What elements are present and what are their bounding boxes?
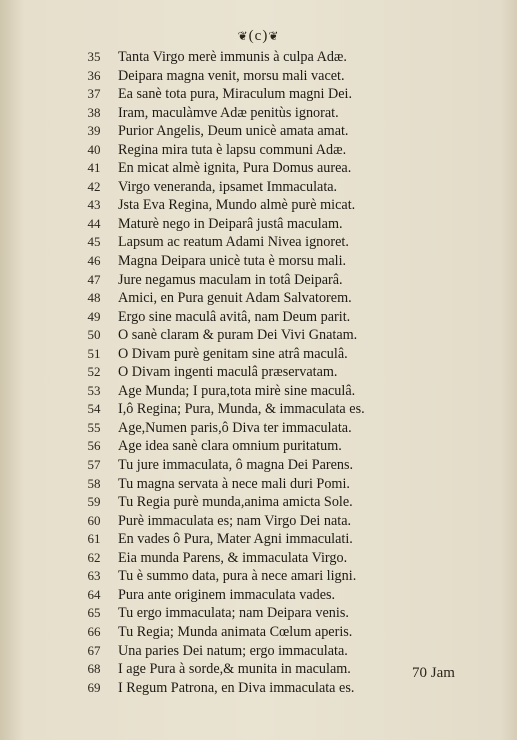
verse-number: 43 bbox=[87, 197, 101, 213]
verse-text: I,ô Regina; Pura, Munda, & immaculata es. bbox=[118, 401, 365, 418]
verse-text: Jsta Eva Regina, Mundo almè purè micat. bbox=[118, 197, 356, 214]
verse-number: 46 bbox=[87, 253, 101, 269]
verse-text: Tu Regia; Munda animata Cœlum aperis. bbox=[118, 623, 353, 640]
verse-line bbox=[0, 289, 517, 308]
verse-number: 44 bbox=[87, 215, 101, 231]
verse-line bbox=[0, 326, 517, 345]
verse-number: 48 bbox=[87, 290, 101, 306]
verse-number: 51 bbox=[87, 345, 101, 361]
verse-text: Tu Regia purè munda,anima amicta Sole. bbox=[118, 494, 353, 511]
verse-line bbox=[0, 567, 517, 586]
verse-line bbox=[0, 345, 517, 364]
verse-text: Age,Numen paris,ô Diva ter immaculata. bbox=[118, 419, 352, 436]
verse-text: I age Pura à sorde,& munita in maculam. bbox=[118, 661, 351, 678]
verse-number: 50 bbox=[87, 327, 101, 343]
verse-line bbox=[0, 252, 517, 271]
verse-line bbox=[0, 104, 517, 123]
ornament-right-icon: ❦ bbox=[268, 29, 280, 44]
verse-text: Age Munda; I pura,tota mirè sine maculâ. bbox=[118, 382, 356, 399]
verse-line bbox=[0, 382, 517, 401]
verse-number: 56 bbox=[87, 438, 101, 454]
verse-number: 62 bbox=[87, 549, 101, 565]
verse-line bbox=[0, 419, 517, 438]
verse-line bbox=[0, 178, 517, 197]
verse-text: Tu jure immaculata, ô magna Dei Parens. bbox=[118, 457, 354, 474]
verse-text: Purè immaculata es; nam Virgo Dei nata. bbox=[118, 512, 352, 529]
verse-line bbox=[0, 196, 517, 215]
verse-number: 58 bbox=[87, 475, 101, 491]
verse-text: Tu magna servata à nece mali duri Pomi. bbox=[118, 475, 350, 492]
verse-number: 61 bbox=[87, 531, 101, 547]
verse-number: 68 bbox=[87, 661, 101, 677]
verse-number: 41 bbox=[87, 160, 101, 176]
verse-list bbox=[0, 48, 517, 697]
verse-line bbox=[0, 67, 517, 86]
verse-line bbox=[0, 233, 517, 252]
verse-number: 36 bbox=[87, 67, 101, 83]
verse-text: Age idea sanè clara omnium puritatum. bbox=[118, 438, 342, 455]
verse-number: 55 bbox=[87, 419, 101, 435]
verse-text: Ea sanè tota pura, Miraculum magni Dei. bbox=[118, 86, 353, 103]
verse-line bbox=[0, 456, 517, 475]
verse-number: 38 bbox=[87, 104, 101, 120]
verse-number: 57 bbox=[87, 457, 101, 473]
verse-line bbox=[0, 308, 517, 327]
verse-number: 54 bbox=[87, 401, 101, 417]
verse-number: 60 bbox=[87, 512, 101, 528]
verse-number: 47 bbox=[87, 271, 101, 287]
verse-text: O sanè claram & puram Dei Vivi Gnatam. bbox=[118, 327, 358, 344]
verse-text: Maturè nego in Deiparâ justâ maculam. bbox=[118, 215, 343, 232]
verse-text: Purior Angelis, Deum unicè amata amat. bbox=[118, 123, 349, 140]
verse-line bbox=[0, 530, 517, 549]
verse-line bbox=[0, 215, 517, 234]
verse-number: 35 bbox=[87, 49, 101, 64]
verse-number: 42 bbox=[87, 178, 101, 194]
catchword: 70 Jam bbox=[412, 665, 455, 681]
verse-line bbox=[0, 159, 517, 178]
verse-number: 64 bbox=[87, 586, 101, 602]
page-header bbox=[0, 28, 517, 45]
verse-number: 40 bbox=[87, 141, 101, 157]
verse-number: 66 bbox=[87, 623, 101, 639]
verse-text: En vades ô Pura, Mater Agni immaculati. bbox=[118, 531, 353, 548]
verse-text: Iram, maculàmve Adæ penitùs ignorat. bbox=[118, 104, 339, 121]
verse-text: Tanta Virgo merè immunis à culpa Adæ. bbox=[118, 49, 347, 65]
verse-text: Tu è summo data, pura à nece amari ligni. bbox=[118, 568, 357, 585]
verse-line bbox=[0, 586, 517, 605]
verse-line bbox=[0, 122, 517, 141]
verse-line bbox=[0, 400, 517, 419]
verse-text: Lapsum ac reatum Adami Nivea ignoret. bbox=[118, 234, 349, 251]
verse-text: Jure negamus maculam in totâ Deiparâ. bbox=[118, 271, 343, 288]
verse-number: 63 bbox=[87, 568, 101, 584]
verse-text: Ergo sine maculâ avitâ, nam Deum parit. bbox=[118, 308, 351, 325]
verse-line bbox=[0, 549, 517, 568]
verse-number: 67 bbox=[87, 642, 101, 658]
verse-line bbox=[0, 475, 517, 494]
verse-number: 39 bbox=[87, 123, 101, 139]
signature-mark: (c) bbox=[248, 28, 269, 44]
verse-line bbox=[0, 141, 517, 160]
verse-number: 69 bbox=[87, 679, 101, 695]
verse-line bbox=[0, 604, 517, 623]
verse-line bbox=[0, 437, 517, 456]
verse-number: 45 bbox=[87, 234, 101, 250]
verse-number: 65 bbox=[87, 605, 101, 621]
verse-text: I Regum Patrona, en Diva immaculata es. bbox=[118, 679, 355, 696]
verse-line bbox=[0, 512, 517, 531]
verse-line bbox=[0, 642, 517, 661]
verse-text: O Divam purè genitam sine atrâ maculâ. bbox=[118, 345, 348, 362]
verse-number: 53 bbox=[87, 382, 101, 398]
verse-text: En micat almè ignita, Pura Domus aurea. bbox=[118, 160, 352, 177]
verse-text: Magna Deipara unicè tuta è morsu mali. bbox=[118, 253, 347, 270]
verse-number: 37 bbox=[87, 86, 101, 102]
verse-number: 59 bbox=[87, 494, 101, 510]
verse-text: Deipara magna venit, morsu mali vacet. bbox=[118, 67, 345, 84]
verse-number: 52 bbox=[87, 364, 101, 380]
ornament-left-icon: ❦ bbox=[237, 29, 249, 44]
verse-text: Amici, en Pura genuit Adam Salvatorem. bbox=[118, 290, 352, 307]
verse-text: Virgo veneranda, ipsamet Immaculata. bbox=[118, 178, 338, 195]
verse-line bbox=[0, 271, 517, 290]
verse-text: Eia munda Parens, & immaculata Virgo. bbox=[118, 549, 348, 566]
verse-line bbox=[0, 85, 517, 104]
verse-line bbox=[0, 623, 517, 642]
verse-text: Regina mira tuta è lapsu communi Adæ. bbox=[118, 141, 347, 158]
verse-text: Una paries Dei natum; ergo immaculata. bbox=[118, 642, 348, 659]
verse-line bbox=[0, 493, 517, 512]
verse-line bbox=[0, 363, 517, 382]
verse-line bbox=[0, 48, 517, 67]
verse-number: 49 bbox=[87, 308, 101, 324]
verse-text: Pura ante originem immaculata vades. bbox=[118, 586, 336, 603]
verse-text: O Divam ingenti maculâ præservatam. bbox=[118, 364, 338, 381]
verse-text: Tu ergo immaculata; nam Deipara venis. bbox=[118, 605, 349, 622]
